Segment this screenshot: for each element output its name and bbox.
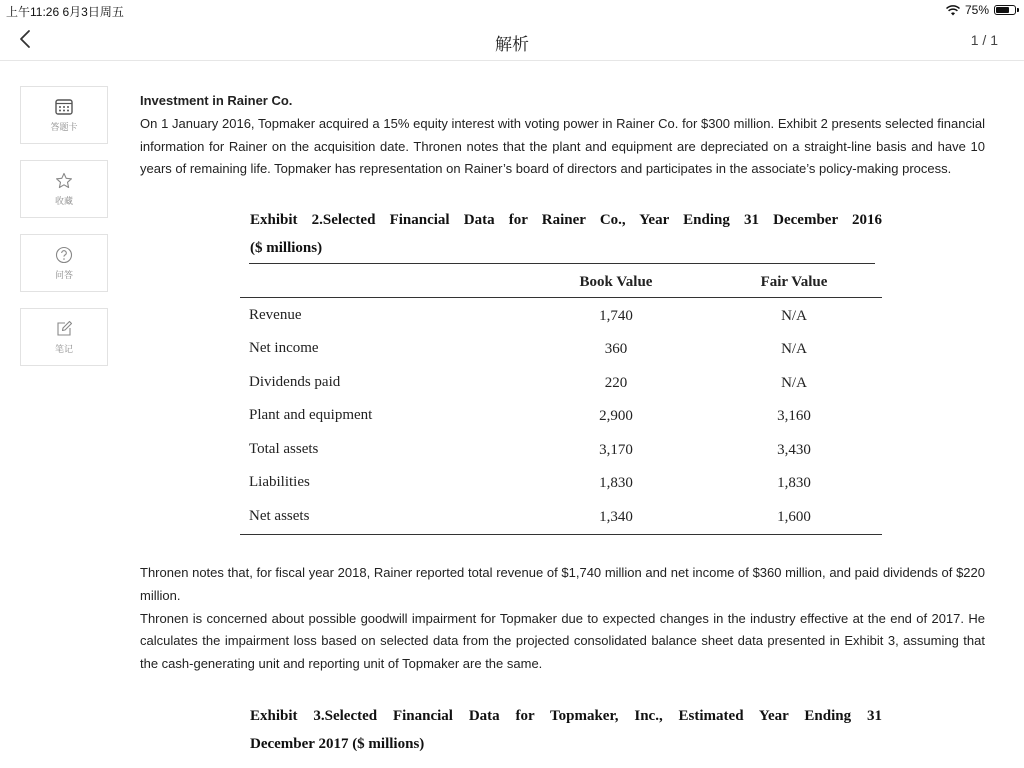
table-row — [240, 367, 882, 400]
book-value-cell: 3,170 — [599, 442, 633, 458]
row-label: Total assets — [249, 441, 319, 457]
fair-value-cell: 1,830 — [777, 475, 811, 491]
answer-card-button[interactable] — [20, 86, 108, 144]
exhibit-3-title-line2: December 2017 ($ millions) — [250, 736, 425, 752]
table-rule-top — [249, 263, 875, 264]
content-heading: Investment in Rainer Co. — [140, 93, 293, 108]
star-icon — [54, 171, 74, 191]
favorite-button[interactable] — [20, 160, 108, 218]
table-row — [240, 434, 882, 467]
header-book-value: Book Value — [579, 274, 653, 290]
fair-value-cell: N/A — [781, 308, 807, 324]
status-time: 上午11:26 6月3日周五 — [6, 5, 124, 19]
book-value-cell: 2,900 — [599, 408, 633, 424]
header-fair-value: Fair Value — [760, 274, 828, 290]
fair-value-cell: 1,600 — [777, 509, 811, 525]
table-row — [240, 400, 882, 433]
note-edit-icon — [54, 319, 74, 339]
notes-label: 笔记 — [54, 344, 73, 354]
battery-percent: 75% — [964, 3, 989, 17]
fair-value-cell: N/A — [781, 341, 807, 357]
exhibit-2-title — [250, 206, 882, 262]
nav-bar — [0, 20, 1024, 61]
table-rule-bottom — [240, 534, 882, 535]
fair-value-cell: 3,430 — [777, 442, 811, 458]
content-paragraph-3: Thronen is concerned about possible goodwill impairment for Topmaker due to expected changes in the industry effective at the end of 2017. He calculates the impairment loss based on selected data from the projected consolidated balance sheet data presented in Exhibit 3, assuming that the cash-generating unit and reporting unit of Topmaker are the same. — [140, 610, 985, 672]
qa-button[interactable] — [20, 234, 108, 292]
row-label: Liabilities — [249, 474, 310, 490]
content-paragraph-2: Thronen notes that, for fiscal year 2018, Rainer reported total revenue of $1,740 million and net income of $360 million, and paid dividends of $220 million. — [140, 565, 985, 603]
fair-value-cell: N/A — [781, 375, 807, 391]
battery-icon — [994, 5, 1016, 15]
exhibit-3-title-line1: Exhibit 3.Selected Financial Data for Topmaker, Inc., Estimated Year Ending 31 — [250, 708, 882, 724]
answer-card-label: 答题卡 — [50, 122, 78, 132]
row-label: Net assets — [249, 508, 310, 524]
table-header-row — [240, 266, 882, 299]
book-value-cell: 1,340 — [599, 509, 633, 525]
row-label: Dividends paid — [249, 374, 341, 390]
qa-label: 问答 — [54, 270, 73, 280]
answer-card-icon — [54, 97, 74, 117]
fair-value-cell: 3,160 — [777, 408, 811, 424]
favorite-label: 收藏 — [54, 196, 73, 206]
table-row — [240, 501, 882, 534]
question-content — [140, 90, 985, 181]
table-rule-header — [240, 297, 882, 298]
content-paragraph-1: On 1 January 2016, Topmaker acquired a 15% equity interest with voting power in Rainer Co. for $300 million. Exhibit 2 presents selected financial information for Rainer on the acquisition date. Thronen notes that the plant and equipment are depreciated on a straight-line basis and have 10 years of remaining life. Topmaker has representation on Rainer’s board of directors and participates in the associate’s policy-making process. — [140, 115, 985, 177]
row-label: Revenue — [249, 307, 302, 323]
book-value-cell: 1,740 — [599, 308, 633, 324]
status-right — [946, 3, 1016, 17]
exhibit-3-title — [250, 702, 882, 758]
question-content-continued — [140, 562, 985, 676]
battery-fill — [996, 7, 1009, 13]
page-counter: 1 / 1 — [970, 32, 998, 48]
table-row — [240, 467, 882, 500]
book-value-cell: 1,830 — [599, 475, 633, 491]
wifi-icon — [946, 5, 960, 16]
notes-button[interactable] — [20, 308, 108, 366]
row-label: Plant and equipment — [249, 407, 373, 423]
book-value-cell: 360 — [604, 341, 628, 357]
exhibit-2 — [240, 206, 882, 536]
exhibit-3 — [240, 702, 882, 752]
table-row — [240, 300, 882, 333]
row-label: Net income — [249, 340, 319, 356]
table-row — [240, 333, 882, 366]
exhibit-2-title-line2: ($ millions) — [250, 240, 323, 256]
exhibit-2-title-line1: Exhibit 2.Selected Financial Data for Rainer Co., Year Ending 31 December 2016 — [250, 212, 882, 228]
status-bar — [0, 0, 1024, 20]
page-title: 解析 — [495, 35, 529, 54]
book-value-cell: 220 — [604, 375, 628, 391]
question-icon — [54, 245, 74, 265]
